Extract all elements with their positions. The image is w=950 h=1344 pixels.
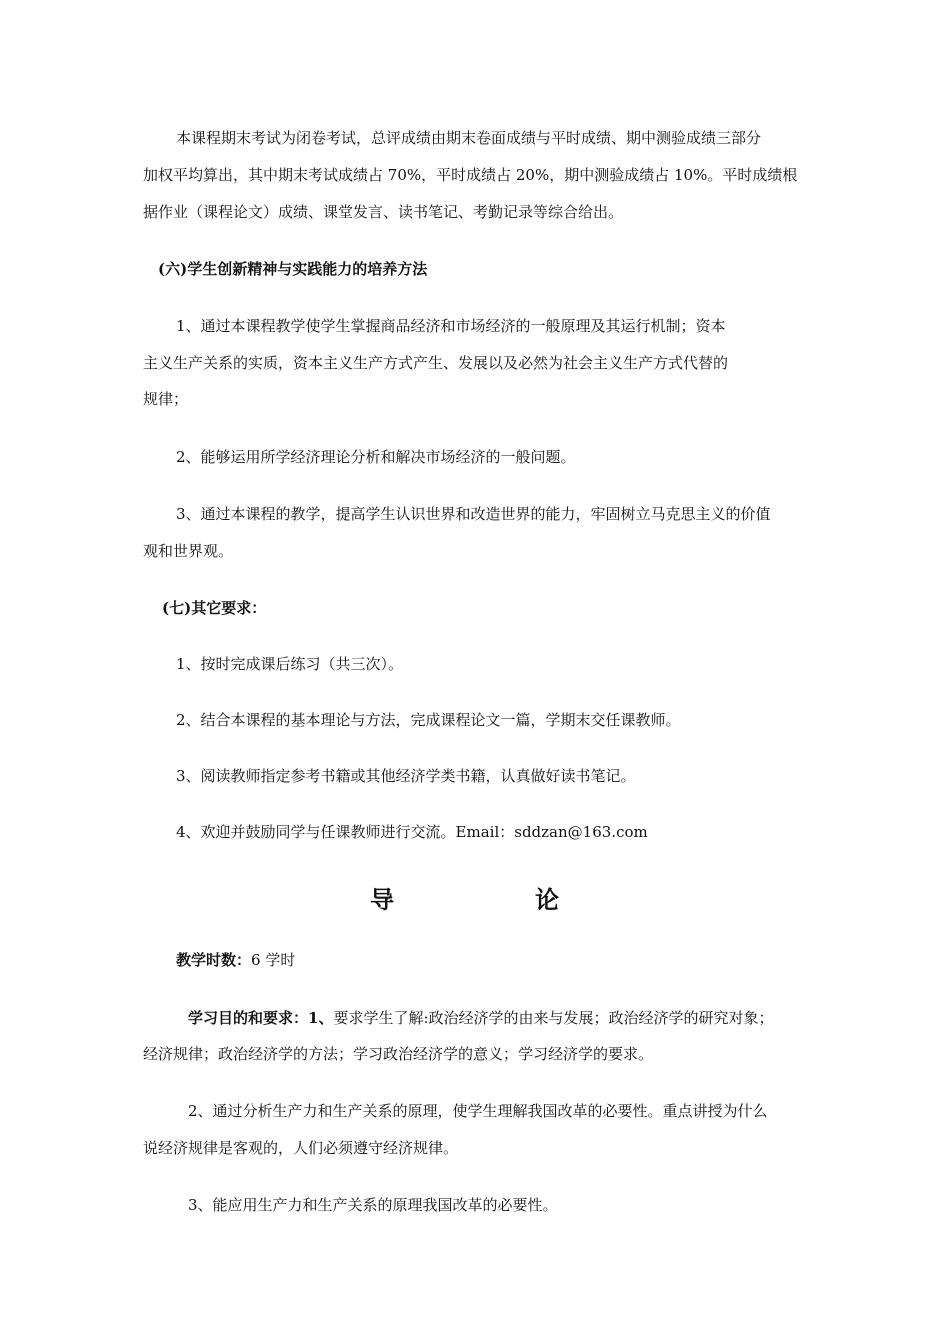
section-7-item-2: 2、结合本课程的基本理论与方法，完成课程论文一篇，学期末交任课教师。	[176, 711, 681, 729]
section-7-item-1: 1、按时完成课后练习（共三次）。	[176, 655, 404, 673]
section-6-item-3-line-2: 观和世界观。	[143, 542, 234, 560]
intro-title-char-2: 论	[535, 886, 559, 914]
section-7-item-3: 3、阅读教师指定参考书籍或其他经济学类书籍，认真做好读书笔记。	[176, 767, 636, 785]
learning-goals-text: 要求学生了解:政治经济学的由来与发展；政治经济学的研究对象；	[333, 1009, 774, 1027]
learning-goals-label: 学习目的和要求：	[188, 1009, 309, 1027]
goal-3: 3、能应用生产力和生产关系的原理我国改革的必要性。	[188, 1196, 558, 1214]
section-6-item-2: 2、能够运用所学经济理论分析和解决市场经济的一般问题。	[176, 448, 576, 466]
exam-paragraph-line-1: 本课程期末考试为闭卷考试，总评成绩由期末卷面成绩与平时成绩、期中测验成绩三部分	[176, 129, 762, 147]
goal-2-line-1: 2、通过分析生产力和生产关系的原理，使学生理解我国改革的必要性。重点讲授为什么	[188, 1102, 768, 1120]
section-7-item-4: 4、欢迎并鼓励同学与任课教师进行交流。Email：sddzan@163.com	[176, 823, 648, 841]
teaching-hours	[176, 950, 295, 970]
goal-2-line-2: 说经济规律是客观的，人们必须遵守经济规律。	[143, 1139, 459, 1157]
section-6-item-1-line-1: 1、通过本课程教学使学生掌握商品经济和市场经济的一般原理及其运行机制；资本	[176, 317, 726, 335]
learning-goals-line-2: 经济规律；政治经济学的方法；学习政治经济学的意义；学习经济学的要求。	[143, 1045, 654, 1063]
exam-paragraph-line-3: 据作业（课程论文）成绩、课堂发言、读书笔记、考勤记录等综合给出。	[143, 203, 624, 221]
section-6-item-1-line-3: 规律；	[143, 390, 189, 408]
teaching-hours-value: 6 学时	[251, 951, 296, 969]
teaching-hours-label: 教学时数：	[176, 951, 252, 969]
learning-goals-line-1	[188, 1008, 774, 1028]
section-6-item-1-line-2: 主义生产关系的实质，资本主义生产方式产生、发展以及必然为社会主义生产方式代替的	[143, 354, 729, 372]
learning-goals-number: 1、	[308, 1009, 334, 1027]
exam-paragraph-line-2: 加权平均算出，其中期末考试成绩占 70%，平时成绩占 20%，期中测验成绩占 10%。平时成绩根	[143, 166, 798, 184]
intro-title-char-1: 导	[370, 886, 394, 914]
section-6-heading: (六)学生创新精神与实践能力的培养方法	[158, 260, 428, 278]
section-7-heading: (七)其它要求：	[162, 599, 267, 617]
section-6-item-3-line-1: 3、通过本课程的教学，提高学生认识世界和改造世界的能力，牢固树立马克思主义的价值	[176, 505, 771, 523]
